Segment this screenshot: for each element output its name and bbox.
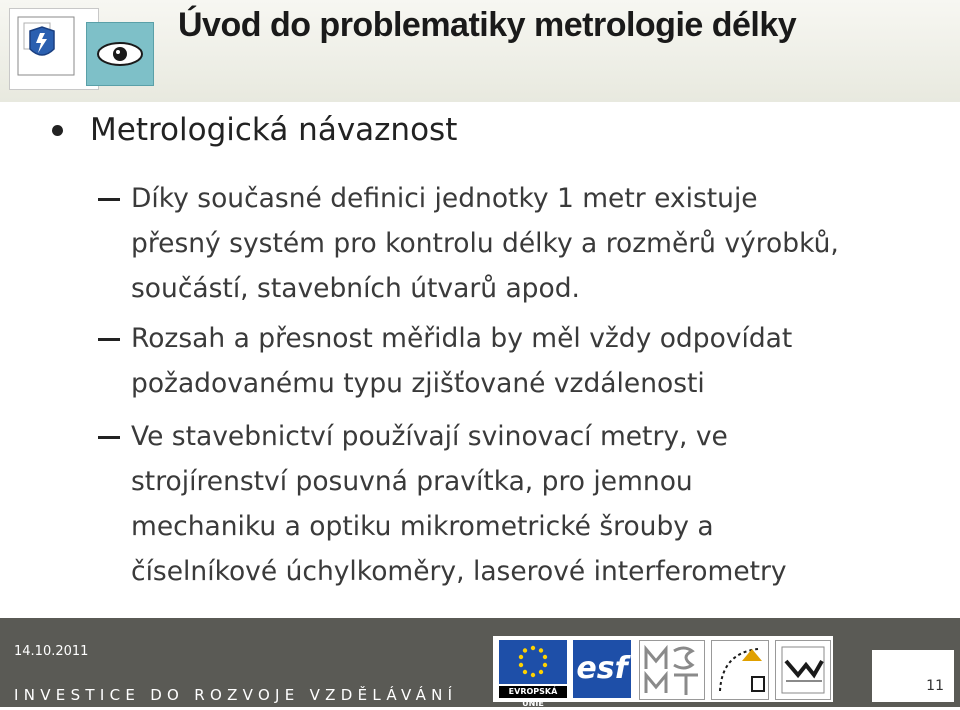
sub-bullet-line: součástí, stavebních útvarů apod. [131, 273, 580, 304]
sub-bullet-line: mechaniku a optiku mikrometrické šrouby a [131, 511, 714, 542]
op-logo [711, 640, 769, 700]
eu-caption: EVROPSKÁ UNIE [499, 686, 567, 698]
msmt-icon [640, 641, 704, 699]
sub-bullet-3 [131, 414, 951, 594]
eye-icon [87, 23, 153, 85]
eu-flag-icon [499, 640, 567, 684]
heading-text: Metrologická návaznost [90, 112, 458, 148]
footer-date: 14.10.2011 [14, 644, 89, 659]
footer-slogan: INVESTICE DO ROZVOJE VZDĚLÁVÁNÍ [14, 686, 458, 704]
slide-title: Úvod do problematiky metrologie délky [178, 6, 797, 44]
dash-icon [98, 338, 120, 341]
dash-icon [98, 436, 120, 439]
op-curve-icon [712, 641, 768, 699]
partner-logos [493, 636, 833, 708]
vsb-logo [775, 640, 831, 700]
bullet-heading [90, 112, 457, 148]
sub-bullet-line: požadovanému typu zjišťované vzdálenosti [131, 368, 705, 399]
slide-header [0, 0, 960, 102]
sub-bullet-line: Díky současné definici jednotky 1 metr existuje [131, 183, 758, 214]
msmt-logo [639, 640, 705, 700]
university-crest-icon [10, 9, 98, 89]
vsb-crest-icon [776, 641, 830, 699]
faculty-logo [86, 22, 154, 86]
sub-bullet-line: Rozsah a přesnost měřidla by měl vždy odpovídat [131, 323, 793, 354]
sub-bullet-line: Ve stavebnictví používají svinovací metry, ve [131, 421, 728, 452]
dash-icon [98, 198, 120, 201]
bullet-dot-icon [52, 125, 63, 136]
sub-bullet-2 [131, 316, 951, 406]
sub-bullet-line: přesný systém pro kontrolu délky a rozměrů výrobků, [131, 228, 839, 259]
esf-logo: esf [573, 640, 631, 698]
page-number-box [872, 650, 954, 702]
sub-bullet-line: číselníkové úchylkoměry, laserové interferometry [131, 556, 787, 587]
eu-logo [499, 640, 567, 708]
sub-bullet-1 [131, 176, 951, 311]
sub-bullet-line: strojírenství posuvná pravítka, pro jemnou [131, 466, 693, 497]
page-number: 11 [926, 678, 944, 694]
